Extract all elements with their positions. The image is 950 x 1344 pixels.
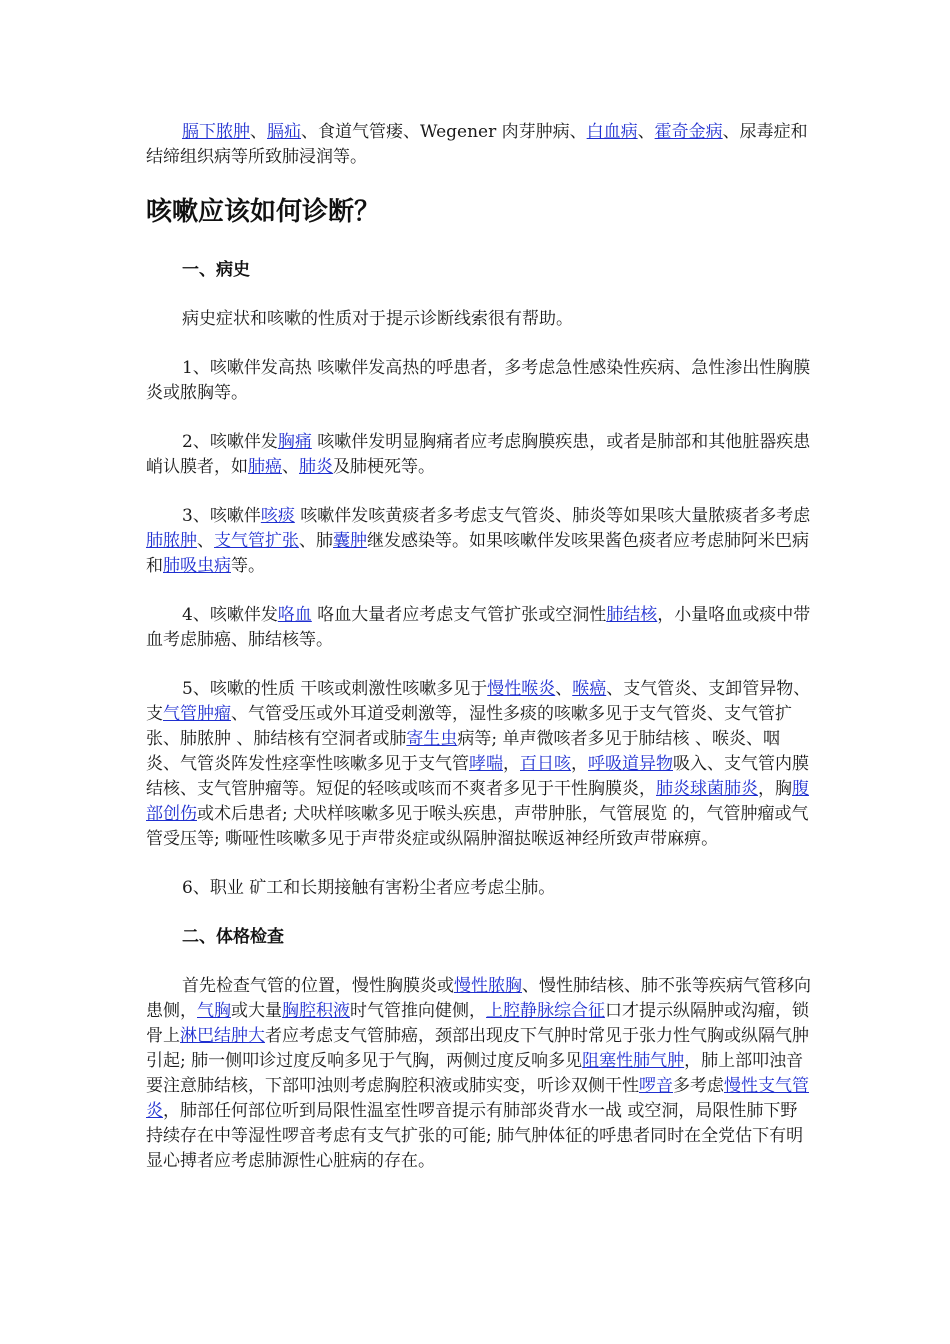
text-run: 4、咳嗽伴发 — [182, 605, 278, 625]
term-link[interactable]: 霍奇金病 — [654, 122, 723, 142]
term-link[interactable]: 百日咳 — [520, 754, 571, 774]
term-link[interactable]: 囊肿 — [333, 531, 367, 551]
term-link[interactable]: 肺吸虫病 — [163, 556, 231, 576]
text-run: 2、咳嗽伴发 — [182, 432, 278, 452]
text-run: 及肺梗死等。 — [333, 457, 435, 477]
paragraph — [146, 603, 812, 653]
term-link[interactable]: 膈下脓肿 — [182, 122, 250, 142]
subsection-heading: 一、病史 — [182, 260, 250, 280]
text-run: 、 — [555, 679, 573, 699]
term-link[interactable]: 咳痰 — [260, 506, 295, 526]
text-run: 6、职业 矿工和长期接触有害粉尘者应考虑尘肺。 — [182, 878, 556, 898]
section-heading: 咳嗽应该如何诊断？ — [146, 197, 381, 227]
term-link[interactable]: 腹部创伤 — [146, 779, 809, 824]
text-run: 病等; 单声微咳者多见于肺结核 、喉炎、咽炎、气管炎阵发性痉挛性咳嗽多见于支气管 — [146, 729, 780, 774]
text-run: 、食道气管瘘、Wegener 肉芽肿病、 — [301, 122, 587, 142]
text-run: ，肺上部叩浊音要注意肺结核，下部叩浊则考虑胸腔积液或肺实变，听诊双侧干性 — [146, 1051, 804, 1096]
text-run: 、气管受压或外耳道受刺激等，湿性多痰的咳嗽多见于支气管炎、支气管扩张、肺脓肿 、肺结核有空洞者或肺 — [146, 704, 792, 749]
text-run: 咯血大量者应考虑支气管扩张或空洞性 — [311, 605, 607, 625]
document-page — [146, 120, 812, 1198]
term-link[interactable]: 哮喘 — [469, 754, 503, 774]
term-link[interactable]: 肺炎球菌肺炎 — [656, 779, 758, 799]
term-link[interactable]: 白血病 — [586, 122, 638, 142]
paragraph — [146, 876, 812, 901]
text-run: 吸入、支气管内膜结核、支气管肿瘤等。短促的轻咳或咳而不爽者多见于干性胸膜炎， — [146, 754, 809, 799]
term-link[interactable]: 淋巴结肿大 — [180, 1026, 265, 1046]
text-run: 多考虑 — [673, 1076, 724, 1096]
paragraph — [146, 504, 812, 579]
text-run: 咳嗽伴发咳黄痰者多考虑支气管炎、肺炎等如果咳大量脓痰者多考虑 — [294, 506, 811, 526]
text-run: 、 — [282, 457, 299, 477]
text-run: 1、咳嗽伴发高热 咳嗽伴发高热的呼患者，多考虑急性感染性疾病、急性渗出性胸膜炎或脓胸等。 — [146, 358, 811, 403]
text-run: 咳嗽伴发明显胸痛者应考虑胸膜疾患，或者是肺部和其他脏器疾患峭认膜者，如 — [146, 432, 811, 477]
text-run: 者应考虑支气管肺癌，颈部出现皮下气肿时常见于张力性气胸或纵隔气肿引起; 肺一侧叩诊过度反响多见于气胸，两侧过度反响多见 — [146, 1026, 809, 1071]
paragraph — [146, 677, 812, 852]
subsection-heading: 二、体格检查 — [182, 927, 284, 947]
text-run: 等。 — [231, 556, 265, 576]
text-run: 继发感染等。如果咳嗽伴发咳果酱色痰者应考虑肺阿米巴病和 — [146, 531, 809, 576]
term-link[interactable]: 支气管扩张 — [214, 531, 299, 551]
text-run: 病史症状和咳嗽的性质对于提示诊断线索很有帮助。 — [182, 309, 573, 329]
term-link[interactable]: 气管肿瘤 — [163, 704, 231, 724]
paragraph — [146, 430, 812, 480]
term-link[interactable]: 胸腔积液 — [282, 1001, 350, 1021]
text-run: ， — [503, 754, 520, 774]
term-link[interactable]: 慢性支气管炎 — [146, 1076, 809, 1121]
text-run: 、尿毒症和结缔组织病等所致肺浸润等。 — [146, 122, 808, 167]
term-link[interactable]: 呼吸道异物 — [588, 754, 673, 774]
text-run: ， — [571, 754, 588, 774]
text-run: 、 — [250, 122, 267, 142]
term-link[interactable]: 啰音 — [639, 1076, 673, 1096]
term-link[interactable]: 阻塞性肺气肿 — [582, 1051, 685, 1071]
term-link[interactable]: 肺癌 — [248, 457, 282, 477]
term-link[interactable]: 膈疝 — [267, 122, 301, 142]
text-run: ，肺部任何部位听到局限性温室性啰音提示有肺部炎背水一战 或空洞，局限性肺下野持续存在中等湿性啰音考虑有支气扩张的可能; 肺气肿体征的呼患者同时在全党估下有明显心搏者应考虑肺源性心脏病的存在。 — [146, 1101, 804, 1171]
text-run: 时气管推向健侧， — [350, 1001, 486, 1021]
term-link[interactable]: 上腔静脉综合征 — [486, 1001, 605, 1021]
term-link[interactable]: 肺结核 — [606, 605, 658, 625]
term-link[interactable]: 胸痛 — [277, 432, 312, 452]
text-run: ，胸 — [758, 779, 792, 799]
term-link[interactable]: 寄生虫 — [406, 729, 458, 749]
paragraph — [146, 120, 812, 170]
term-link[interactable]: 咯血 — [277, 605, 312, 625]
text-run: 、支气管炎、支卸管异物、支 — [146, 679, 811, 724]
term-link[interactable]: 气胸 — [197, 1001, 231, 1021]
term-link[interactable]: 喉癌 — [572, 679, 607, 699]
text-run: 5、咳嗽的性质 干咳或刺激性咳嗽多见于 — [182, 679, 488, 699]
term-link[interactable]: 慢性脓胸 — [454, 976, 522, 996]
paragraph — [146, 307, 812, 332]
text-run: 首先检查气管的位置，慢性胸膜炎或 — [182, 976, 454, 996]
term-link[interactable]: 肺炎 — [299, 457, 333, 477]
text-run: 或大量 — [231, 1001, 282, 1021]
text-run: 口才提示纵隔肿或沟瘤，锁骨上 — [146, 1001, 809, 1046]
term-link[interactable]: 慢性喉炎 — [487, 679, 556, 699]
text-run: ，小量咯血或痰中带血考虑肺癌、肺结核等。 — [146, 605, 811, 650]
paragraph — [146, 974, 812, 1174]
text-run: 、 — [197, 531, 214, 551]
paragraph — [146, 356, 812, 406]
text-run: 或术后患者; 犬吠样咳嗽多见于喉头疾患，声带肿胀，气管展览 的，气管肿瘤或气管受压等; 嘶哑性咳嗽多见于声带炎症或纵隔肿溜挞喉返神经所致声带麻痹。 — [146, 804, 809, 849]
text-run: 、肺 — [299, 531, 333, 551]
text-run: 、 — [637, 122, 655, 142]
text-run: 、慢性肺结核、肺不张等疾病气管移向患侧， — [146, 976, 811, 1021]
text-run: 3、咳嗽伴 — [182, 506, 261, 526]
term-link[interactable]: 肺脓肿 — [146, 531, 197, 551]
